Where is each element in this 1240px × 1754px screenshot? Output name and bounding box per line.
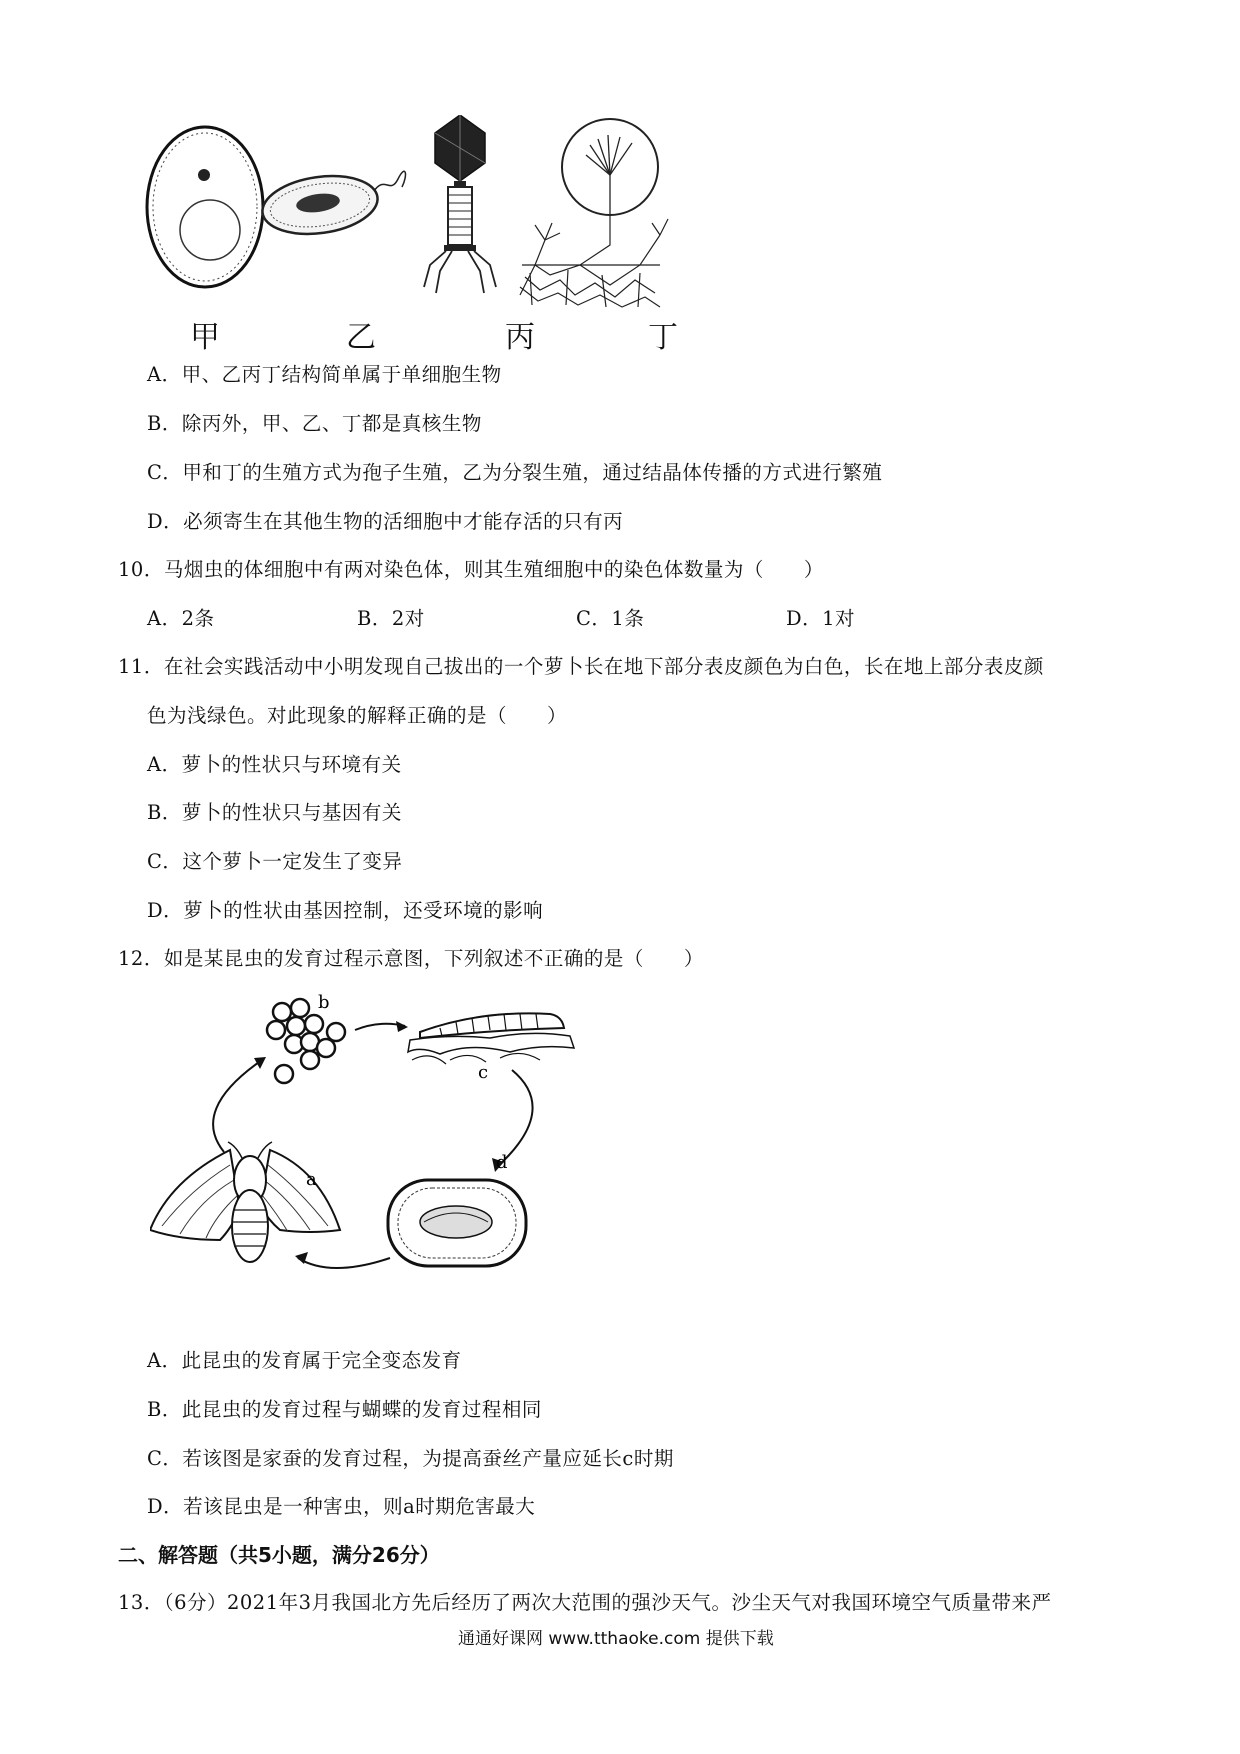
figure-pupa [388, 1180, 526, 1266]
figure-adult-moth [150, 1142, 340, 1262]
figure-label-yi: 乙 [346, 320, 376, 355]
q10-option-c: C．1条 [576, 607, 645, 630]
q10-option-b: B．2对 [357, 607, 425, 630]
q12-option-b: B．此昆虫的发育过程与蝴蝶的发育过程相同 [147, 1398, 542, 1421]
organisms-figure [140, 115, 760, 315]
q11-option-d: D．萝卜的性状由基因控制，还受环境的影响 [147, 899, 544, 922]
figure-bing-phage [424, 115, 496, 293]
figure-jia-cell [147, 127, 263, 287]
stage-label-b: b [318, 992, 330, 1013]
q12-option-a: A．此昆虫的发育属于完全变态发育 [147, 1349, 462, 1372]
figure-ding-mold [520, 119, 668, 307]
q12-option-c: C．若该图是家蚕的发育过程，为提高蚕丝产量应延长c时期 [147, 1447, 674, 1470]
figure-eggs [267, 999, 345, 1083]
figure-label-bing: 丙 [505, 320, 535, 355]
q9-option-a: A．甲、乙丙丁结构简单属于单细胞生物 [147, 363, 502, 386]
stage-label-d: d [496, 1152, 508, 1173]
q11-option-c: C．这个萝卜一定发生了变异 [147, 850, 403, 873]
q11-option-b: B．萝卜的性状只与基因有关 [147, 801, 402, 824]
figure-label-ding: 丁 [648, 320, 678, 355]
section-two-title: 二、解答题（共5小题，满分26分） [118, 1543, 440, 1567]
q12-option-d: D．若该昆虫是一种害虫，则a时期危害最大 [147, 1495, 536, 1518]
figure-larva [408, 1013, 574, 1064]
q9-option-d: D．必须寄生在其他生物的活细胞中才能存活的只有丙 [147, 510, 624, 533]
figure-label-jia: 甲 [190, 320, 220, 355]
page-footer: 通通好课网 www.tthaoke.com 提供下载 [458, 1629, 774, 1649]
q12-stem: 12．如是某昆虫的发育过程示意图，下列叙述不正确的是（ ） [118, 947, 704, 970]
figure-yi-bacterium [259, 169, 406, 241]
q10-option-d: D．1对 [786, 607, 856, 630]
q10-stem: 10．马烟虫的体细胞中有两对染色体，则其生殖细胞中的染色体数量为（ ） [118, 558, 824, 581]
q9-option-c: C．甲和丁的生殖方式为孢子生殖，乙为分裂生殖，通过结晶体传播的方式进行繁殖 [147, 461, 883, 484]
q10-option-a: A．2条 [147, 607, 215, 630]
stage-label-c: c [478, 1062, 489, 1083]
q11-stem-line1: 11．在社会实践活动中小明发现自己拔出的一个萝卜长在地下部分表皮颜色为白色，长在地上部分表皮颜 [118, 655, 1044, 678]
q9-option-b: B．除丙外，甲、乙、丁都是真核生物 [147, 412, 482, 435]
q11-stem-line2: 色为浅绿色。对此现象的解释正确的是（ ） [147, 704, 568, 727]
stage-label-a: a [306, 1169, 317, 1190]
q11-option-a: A．萝卜的性状只与环境有关 [147, 753, 402, 776]
q13-stem: 13．（6分）2021年3月我国北方先后经历了两次大范围的强沙天气。沙尘天气对我国环境空气质量带来严 [118, 1591, 1052, 1614]
insect-lifecycle-figure [150, 990, 600, 1320]
